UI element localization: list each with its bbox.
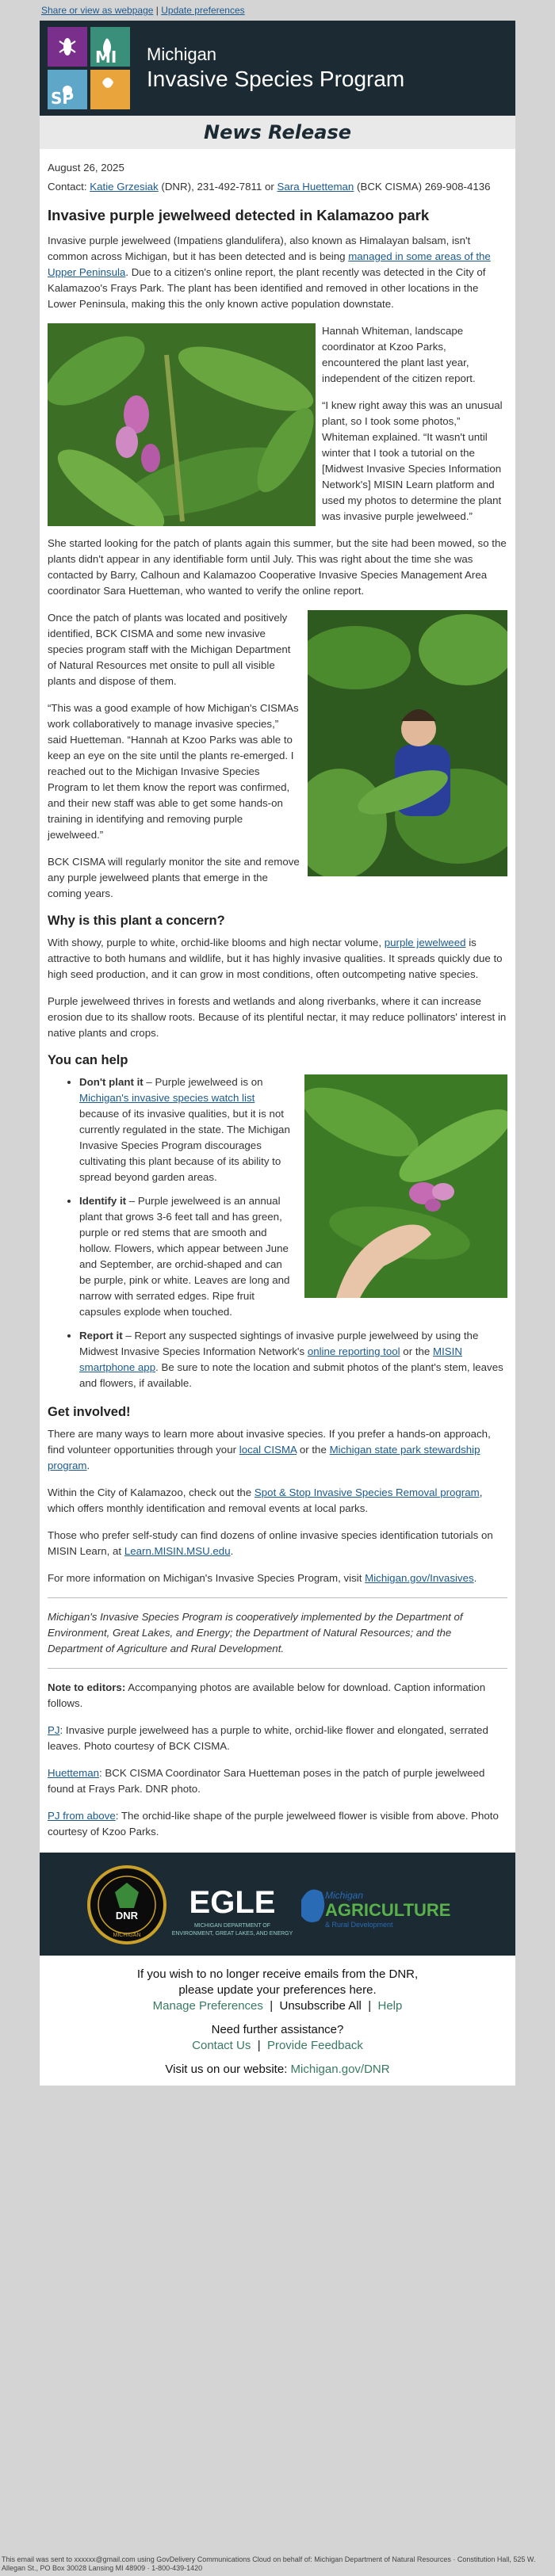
email-container — [40, 21, 515, 2086]
misp-logo — [48, 27, 130, 109]
paragraph-more-info: For more information on Michigan's Invasive Species Program, visit Michigan.gov/Invasives. — [48, 1572, 477, 1584]
need-assistance: Need further assistance? — [211, 2023, 344, 2036]
fine-print: This email was sent to xxxxxx@gmail.com using GovDelivery Communications Cloud on behalf of: Michigan Department of Natural Resources · Constitution Hall, 525 W. Allegan St., PO Box 30028 Lansing MI 48909 · 1-800-439-1420 — [2, 2555, 536, 2572]
online-reporting-link[interactable]: online reporting tool — [307, 1345, 400, 1357]
photo-huetteman — [308, 610, 507, 876]
unsubscribe-all-link[interactable]: Unsubscribe All — [279, 1999, 362, 2013]
preferences-text: please update your preferences here. — [178, 1983, 377, 1997]
dnr-logo — [89, 1867, 165, 1943]
website-row: Visit us on our website: Michigan.gov/DNR — [165, 2063, 390, 2076]
paragraph-quote-huetteman: “This was a good example of how Michigan's CISMAs work collaboratively to manage invasive species,” said Huetteman. “Hannah at Kzoo Parks was able to keep an eye on the site until the plants re-emerged. I reached out to the Michigan Invasive Species Program to let them know the report was confirmed, and their new staff was able to get some hands-on training in identifying and removing purple jewelweed.” — [48, 702, 299, 841]
local-cisma-link[interactable]: local CISMA — [239, 1444, 297, 1456]
svg-text:MICHIGAN: MICHIGAN — [113, 1933, 141, 1938]
svg-text:Michigan: Michigan — [325, 1890, 364, 1901]
heading-involved: Get involved! — [48, 1405, 131, 1419]
misin-learn-link[interactable]: Learn.MISIN.MSU.edu — [124, 1545, 231, 1557]
caption-pj: PJ: Invasive purple jewelweed has a purple to white, orchid-like flower and elongated, serrated leaves. Photo courtesy of BCK CISMA. — [48, 1724, 488, 1752]
svg-text:AGRICULTURE: AGRICULTURE — [325, 1900, 451, 1920]
spot-stop-link[interactable]: Spot & Stop Invasive Species Removal program — [254, 1486, 480, 1498]
footer-links — [40, 1956, 515, 2086]
release-date: August 26, 2025 — [48, 162, 124, 174]
divider — [48, 1597, 507, 1598]
svg-text:EGLE: EGLE — [189, 1885, 276, 1920]
paragraph-volunteer: There are many ways to learn more about invasive species. If you prefer a hands-on approach, find volunteer opportunities through your local CISMA or the Michigan state park stewardship program. — [48, 1428, 491, 1471]
svg-text:ENVIRONMENT, GREAT LAKES, AND: ENVIRONMENT, GREAT LAKES, AND ENERGY — [171, 1931, 293, 1937]
org-name-line2: Invasive Species Program — [147, 67, 405, 91]
contact-line: Contact: Katie Grzesiak (DNR), 231-492-7811 or Sara Huetteman (BCK CISMA) 269-908-4136 — [48, 181, 491, 193]
watch-list-link[interactable]: Michigan's invasive species watch list — [79, 1092, 255, 1104]
contact-row: Contact Us | Provide Feedback — [192, 2039, 363, 2052]
heading-help: You can help — [48, 1053, 128, 1067]
separator: | — [155, 5, 159, 16]
photo-link-from-above[interactable]: PJ from above — [48, 1810, 116, 1822]
svg-text:MICHIGAN DEPARTMENT OF: MICHIGAN DEPARTMENT OF — [193, 1923, 271, 1929]
svg-text:& Rural Development: & Rural Development — [325, 1921, 393, 1929]
article-body — [40, 149, 515, 1853]
logo-letters-bottom: SP — [51, 89, 75, 108]
paragraph-intro: Invasive purple jewelweed (Impatiens glandulifera), also known as Himalayan balsam, isn't common across Michigan, but it has been detected and is being managed in some areas of the Upper Peninsula. Due to a citizen's online report, the plant recently was detected in the City of Kalamazoo's Frays Park. The plant has been identified and removed in other locations in the Lower Peninsula, making this the only known active population downstate. — [48, 235, 491, 310]
mdard-logo — [301, 1890, 450, 1929]
stewardship-link[interactable]: Michigan state park stewardship program — [48, 1444, 480, 1471]
list-item: • Don't plant it – Purple jewelweed is on Michigan's invasive species watch list because of its invasive qualities, but it is not currently regulated in the state. The Michigan Invasive Species Program discourages cultivating this plant because of its ability to spread beyond garden areas. — [79, 1074, 507, 1185]
cooperative-statement: Michigan's Invasive Species Program is cooperatively implemented by the Department of Environment, Great Lakes, and Energy; the Department of Natural Resources; and the Department of Agriculture and Rural Development. — [48, 1611, 463, 1654]
egle-logo — [172, 1885, 293, 1937]
unsubscribe-text: If you wish to no longer receive emails from the DNR, — [136, 1967, 419, 1981]
top-bar — [0, 0, 555, 22]
paragraph-spot-stop: Within the City of Kalamazoo, check out the Spot & Stop Invasive Species Removal program, which offers monthly identification and removal events at local parks. — [48, 1486, 483, 1514]
help-link[interactable]: Help — [377, 1999, 403, 2013]
invasives-link[interactable]: Michigan.gov/Invasives — [365, 1572, 474, 1584]
update-preferences-link[interactable]: Update preferences — [161, 5, 245, 16]
misin-app-link[interactable]: MISIN smartphone app — [79, 1345, 462, 1373]
divider — [48, 1668, 507, 1669]
feedback-link[interactable]: Provide Feedback — [266, 2039, 363, 2052]
photo-jewelweed-flowers — [48, 323, 316, 526]
contact-link-grzesiak[interactable]: Katie Grzesiak — [90, 181, 159, 193]
paragraph-whiteman: Hannah Whiteman, landscape coordinator at Kzoo Parks, encountered the plant last year, independent of the citizen report. — [322, 325, 476, 384]
purple-jewelweed-link[interactable]: purple jewelweed — [384, 937, 466, 948]
photo-link-huetteman[interactable]: Huetteman — [48, 1767, 100, 1779]
caption-huetteman: Huetteman: BCK CISMA Coordinator Sara Huetteman poses in the patch of purple jewelweed found at Frays Park. DNR photo. — [48, 1767, 485, 1795]
svg-text:DNR: DNR — [115, 1910, 139, 1922]
paragraph-misin-learn: Those who prefer self-study can find dozens of online invasive species identification tutorials on MISIN Learn, at Learn.MISIN.MSU.edu. — [48, 1529, 493, 1557]
editors-note: Note to editors: Accompanying photos are available below for download. Caption information follows. — [48, 1681, 486, 1709]
headline: Invasive purple jewelweed detected in Kalamazoo park — [48, 207, 430, 223]
news-release-banner: News Release — [40, 116, 515, 149]
list-item: • Report it – Report any suspected sightings of invasive purple jewelweed by using the Midwest Invasive Species Information Network's online reporting tool or the MISIN smartphone app. Be sure to note the location and submit photos of the plant's stem, leaves and flowers, if available. — [79, 1328, 507, 1391]
org-name-line1: Michigan — [147, 44, 217, 64]
logo-letters-top: MI — [95, 48, 117, 67]
manage-preferences-link[interactable]: Manage Preferences — [152, 1999, 263, 2013]
photo-link-pj[interactable]: PJ — [48, 1724, 60, 1736]
contact-link-huetteman[interactable]: Sara Huetteman — [277, 181, 354, 193]
contact-us-link[interactable]: Contact Us — [192, 2039, 251, 2052]
list-item: • Identify it – Purple jewelweed is an annual plant that grows 3-6 feet tall and has green, purple or red stems that are smooth and hollow. Flowers, which appear between June and September, are orchid-shaped and can be purple, pink or white. Leaves are long and narrow with serrated edges. Ripe fruit capsules explode when touched. — [79, 1193, 507, 1320]
footer-logos — [40, 1853, 515, 1956]
caption-from-above: PJ from above: The orchid-like shape of the purple jewelweed flower is visible from above. Photo courtesy of Kzoo Parks. — [48, 1810, 499, 1838]
footer-link-row: Manage Preferences | Unsubscribe All | Help — [152, 1999, 403, 2013]
header-banner — [40, 21, 515, 116]
photo-flower-hand — [304, 1074, 507, 1298]
dnr-website-link[interactable]: Michigan.gov/DNR — [290, 2063, 390, 2076]
paragraph-quote-whiteman: “I knew right away this was an unusual plant, so I took some photos,” Whiteman explained. “It wasn't until winter that I took a tutorial on the [Midwest Invasive Species Information Network's] MISIN Learn platform and used my photos to determine the plant was invasive purple jewelweed.” — [322, 399, 503, 522]
heading-concern: Why is this plant a concern? — [48, 914, 225, 928]
paragraph-monitor: BCK CISMA will regularly monitor the site and remove any purple jewelweed plants that emerge in the coming years. — [48, 856, 300, 899]
paragraph-search: She started looking for the patch of plants again this summer, but the site had been mowed, so the plants didn't appear in any identifiable form until July. This was right about the time she was contacted by Barry, Calhoun and Kalamazoo Cooperative Invasive Species Management Area coordinator Sara Huetteman, who wanted to verify the online report. — [48, 537, 507, 597]
paragraph-concern: With showy, purple to white, orchid-like blooms and high nectar volume, purple jewelweed is attractive to both humans and wildlife, but it has highly invasive qualities. It spreads quickly due to high seed production, and it can grow in most conditions, often outcompeting native species. — [48, 937, 503, 980]
paragraph-onsite: Once the patch of plants was located and positively identified, BCK CISMA and some new invasive species program staff with the Michigan Department of Natural Resources met onsite to pull all visible plants and dispose of them. — [48, 612, 291, 687]
paragraph-habitat: Purple jewelweed thrives in forests and wetlands and along riverbanks, where it can increase erosion due to its shallow roots. Because of its plentiful nectar, it may reduce pollinators' interest in native plants and crops. — [48, 995, 507, 1039]
upper-peninsula-link[interactable]: managed in some areas of the Upper Peninsula — [48, 250, 491, 278]
view-as-webpage-link[interactable]: Share or view as webpage — [41, 5, 154, 16]
